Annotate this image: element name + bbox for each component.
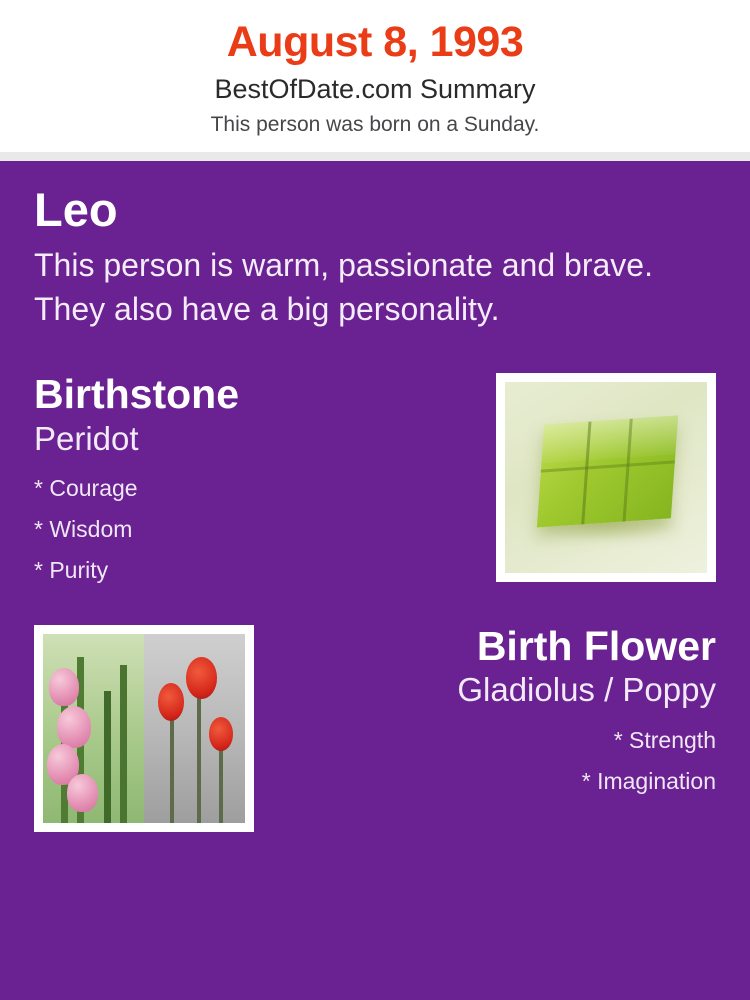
zodiac-description: This person is warm, passionate and brave. They also have a big personality. bbox=[34, 246, 653, 327]
poppy-bloom bbox=[186, 657, 216, 699]
crystal-band bbox=[541, 461, 676, 473]
gladiolus-photo bbox=[43, 634, 144, 823]
poppy-bloom bbox=[158, 683, 184, 721]
birthstone-text bbox=[34, 370, 480, 591]
birthstone-name: Peridot bbox=[34, 419, 139, 457]
birth-flower-image-frame bbox=[34, 625, 254, 832]
gladiolus-bloom bbox=[49, 668, 79, 706]
birthstone-image-frame bbox=[496, 373, 716, 582]
poppy-bloom bbox=[209, 717, 233, 751]
birth-flower-traits bbox=[272, 720, 716, 802]
birthstone-section bbox=[34, 370, 716, 591]
birth-flower-title: Birth Flower bbox=[476, 623, 716, 670]
peridot-crystal-icon bbox=[537, 415, 679, 527]
header-divider bbox=[0, 152, 750, 161]
birth-day-note: This person was born on a Sunday. bbox=[210, 112, 540, 136]
site-summary-label: BestOfDate.com Summary bbox=[214, 74, 536, 105]
birthstone-title: Birthstone bbox=[34, 370, 239, 417]
poppy-stem bbox=[170, 706, 174, 823]
birth-flower-trait: * Strength bbox=[613, 726, 716, 753]
gladiolus-bloom bbox=[57, 706, 91, 748]
birth-flower-section bbox=[34, 625, 716, 832]
page-header bbox=[0, 0, 750, 152]
birth-flower-image bbox=[43, 634, 245, 823]
zodiac-section bbox=[34, 185, 716, 331]
birthstone-trait: * Wisdom bbox=[34, 516, 133, 543]
birth-flower-trait: * Imagination bbox=[581, 767, 716, 794]
gladiolus-stem bbox=[104, 691, 111, 823]
content-panel bbox=[0, 161, 750, 1000]
crystal-facet bbox=[623, 419, 633, 522]
gladiolus-bloom bbox=[67, 774, 97, 812]
peridot-image bbox=[505, 382, 707, 573]
poppy-photo bbox=[144, 634, 245, 823]
gladiolus-stem bbox=[120, 665, 127, 824]
birthstone-trait: * Purity bbox=[34, 557, 109, 584]
zodiac-sign-name: Leo bbox=[34, 183, 118, 237]
page-title: August 8, 1993 bbox=[226, 18, 524, 66]
birth-flower-text bbox=[272, 625, 716, 802]
birth-flower-name: Gladiolus / Poppy bbox=[457, 671, 716, 709]
birthstone-trait: * Courage bbox=[34, 475, 138, 502]
